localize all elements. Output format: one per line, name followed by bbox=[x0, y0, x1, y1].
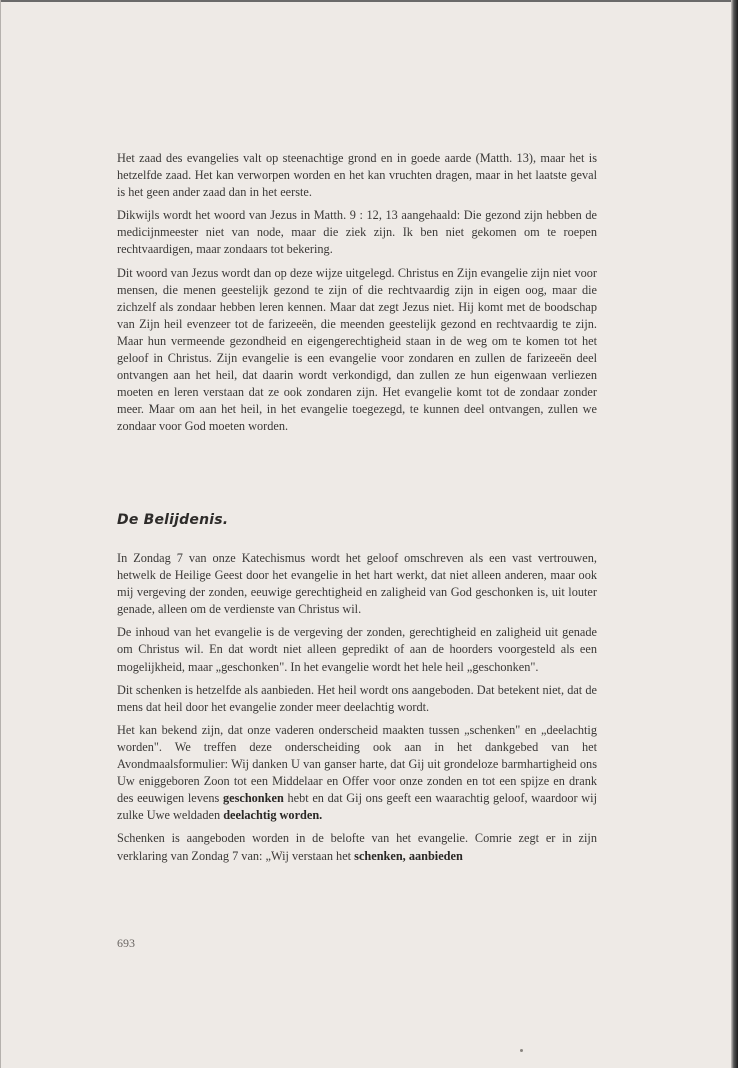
emphasis: deelachtig worden. bbox=[223, 808, 323, 823]
paragraph-text: Het kan bekend zijn, dat onze vaderen onderscheid maakten tussen „schenken" en „deelachtig worden". We treffen deze onderscheiding ook aan in het dankgebed van het Avondmaalsformulier: Wij danken U van ganser harte, dat Gij uit grondeloze barmhartigheid ons Uw eniggeboren Zoon tot een Middelaar en Offer voor onze zonden en tot een spijze en drank des eeuwigen levens bbox=[117, 722, 597, 806]
section-1-text bbox=[117, 150, 597, 442]
page-top-edge bbox=[0, 0, 738, 2]
print-speck bbox=[520, 1049, 523, 1052]
paragraph-text: Schenken is aangeboden worden in de belofte van het evangelie. Comrie zegt er in zijn verklaring van Zondag 7 van: „Wij verstaan het bbox=[117, 831, 597, 863]
emphasis: geschonken bbox=[222, 791, 284, 806]
paragraph: Dit schenken is hetzelfde als aanbieden. Het heil wordt ons aangeboden. Dat betekent niet, dat de mens dat heil door het evangelie zonder meer deelachtig wordt. bbox=[117, 682, 597, 714]
paragraph bbox=[117, 722, 597, 825]
paragraph: Dit woord van Jezus wordt dan op deze wijze uitgelegd. Christus en Zijn evangelie zijn niet voor mensen, die menen geestelijk gezond te zijn of die rechtvaardig zijn in eigen oog, maar die zichzelf als zondaar hebben leren kennen. Maar dat zegt Jezus niet. Hij komt met de boodschap van Zijn heil evenzeer tot de farizeeën, die meenden geestelijk gezond en rechtvaardig te zijn. Maar hun vermeende gezondheid en eigengerechtigheid staan in de weg om te komen tot het geloof in Christus. Zijn evangelie is een evangelie voor zondaren en zullen de farizeeën deel ontvangen aan het heil, dat daarin wordt verkondigd, dan zullen ze hun eigenwaan verliezen moeten en leren verstaan dat ze ook zondaren zijn. Het evangelie komt tot de zondaar zonder meer. Maar om aan het heil, in het evangelie toegezegd, te kunnen deel ontvangen, zullen we zondaar voor God moeten worden. bbox=[117, 265, 597, 434]
paragraph: Dikwijls wordt het woord van Jezus in Matth. 9 : 12, 13 aangehaald: Die gezond zijn hebben de medicijnmeester niet van node, maar die ziek zijn. Ik ben niet gekomen om te roepen rechtvaardigen, maar zondaars tot bekering. bbox=[117, 208, 597, 257]
emphasis: schenken, aanbieden bbox=[354, 848, 463, 863]
section-heading: De Belijdenis. bbox=[117, 512, 229, 528]
paragraph: De inhoud van het evangelie is de vergeving der zonden, gerechtigheid en zaligheid uit genade om Christus wil. En dat wordt niet alleen gepredikt of aan de hoorders voorgesteld als een mogelijkheid, maar „geschonken". In het evangelie wordt het hele heil „geschonken". bbox=[117, 625, 597, 674]
paragraph: In Zondag 7 van onze Katechismus wordt het geloof omschreven als een vast vertrouwen, hetwelk de Heilige Geest door het evangelie in het hart werkt, dat niet alleen anderen, maar ook mij vergeving der zonden, eeuwige gerechtigheid en zaligheid van God geschonken is, uit louter genade, alleen om de verdienste van Christus wil. bbox=[117, 551, 597, 617]
paragraph: Het zaad des evangelies valt op steenachtige grond en in goede aarde (Matth. 13), maar het is hetzelfde zaad. Het kan verworpen worden en het kan vruchten dragen, maar in het laatste geval is het geen ander zaad dan in het eerste. bbox=[117, 151, 597, 200]
page-binding-edge bbox=[731, 0, 738, 1068]
section-2-text bbox=[117, 550, 597, 871]
page-left-edge bbox=[0, 0, 1, 1068]
paragraph bbox=[117, 830, 597, 864]
paragraph-text: hebt en dat Gij ons geeft een waarachtig geloof, waardoor wij zulke Uwe weldaden bbox=[117, 791, 598, 823]
page-number: 693 bbox=[117, 936, 135, 950]
